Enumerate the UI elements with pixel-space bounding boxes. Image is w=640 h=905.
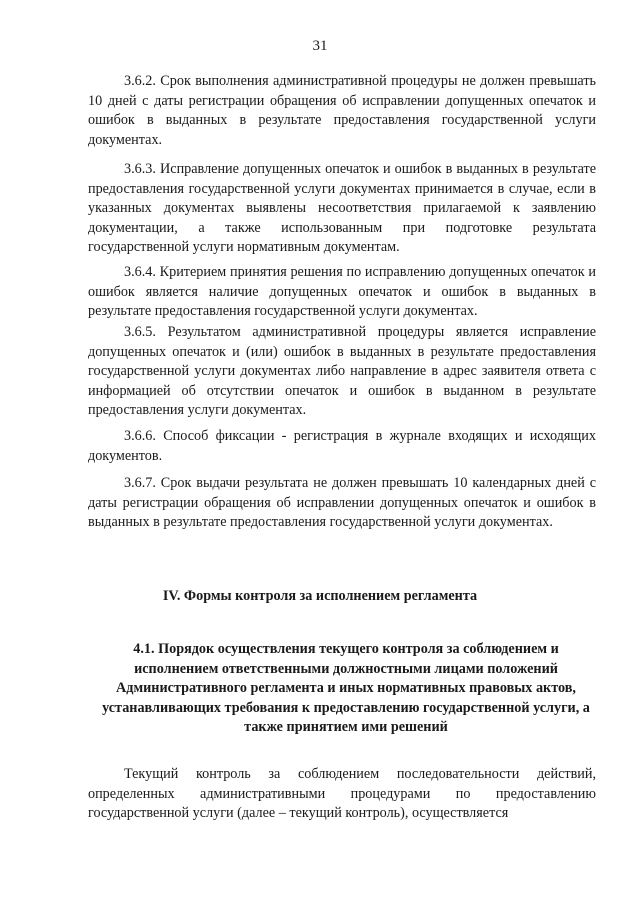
paragraph-3-6-3: 3.6.3. Исправление допущенных опечаток и ошибок в выданных в результате предоставления государственной услуги документах принимается в случае, если в указанных документах выявлены несоответствия прилагаемой к заявлению документации, а также использованным при подготовке результата государственной услуги нормативным документам.	[88, 161, 596, 255]
subsection-heading: 4.1. Порядок осуществления текущего контроля за соблюдением и исполнением ответственными должностными лицами положений Административного регламента и иных нормативных правовых актов, устанавливающих требования к предоставлению государственной услуги, а также принятием ими решений	[102, 641, 590, 735]
page-number: 31	[312, 38, 328, 54]
paragraph-3-6-2: 3.6.2. Срок выполнения административной процедуры не должен превышать 10 дней с даты регистрации обращения об исправлении допущенных опечаток и ошибок в выданных в результате предоставления государственной услуги документах.	[88, 73, 596, 148]
paragraph-3-6-5: 3.6.5. Результатом административной процедуры является исправление допущенных опечаток и (или) ошибок в выданных в результате предоставления государственной услуги документах либо направление в адрес заявителя ответа с информацией об отсутствии опечаток и ошибок в выданном в результате предоставления услуги документах.	[88, 324, 596, 418]
paragraph-3-6-6: 3.6.6. Способ фиксации - регистрация в журнале входящих и исходящих документов.	[88, 428, 596, 464]
paragraph-3-6-4: 3.6.4. Критерием принятия решения по исправлению допущенных опечаток и ошибок является наличие допущенных опечаток и ошибок в выданных в результате предоставления государственной услуги документах.	[88, 264, 596, 319]
paragraph-3-6-7: 3.6.7. Срок выдачи результата не должен превышать 10 календарных дней с даты регистрации обращения об исправлении допущенных опечаток и ошибок в выданных в результате предоставления государственной услуги документах.	[88, 475, 596, 530]
paragraph-current-control: Текущий контроль за соблюдением последовательности действий, определенных административными процедурами по предоставлению государственной услуги (далее – текущий контроль), осуществляется	[88, 766, 596, 821]
section-heading: IV. Формы контроля за исполнением регламента	[162, 588, 478, 604]
